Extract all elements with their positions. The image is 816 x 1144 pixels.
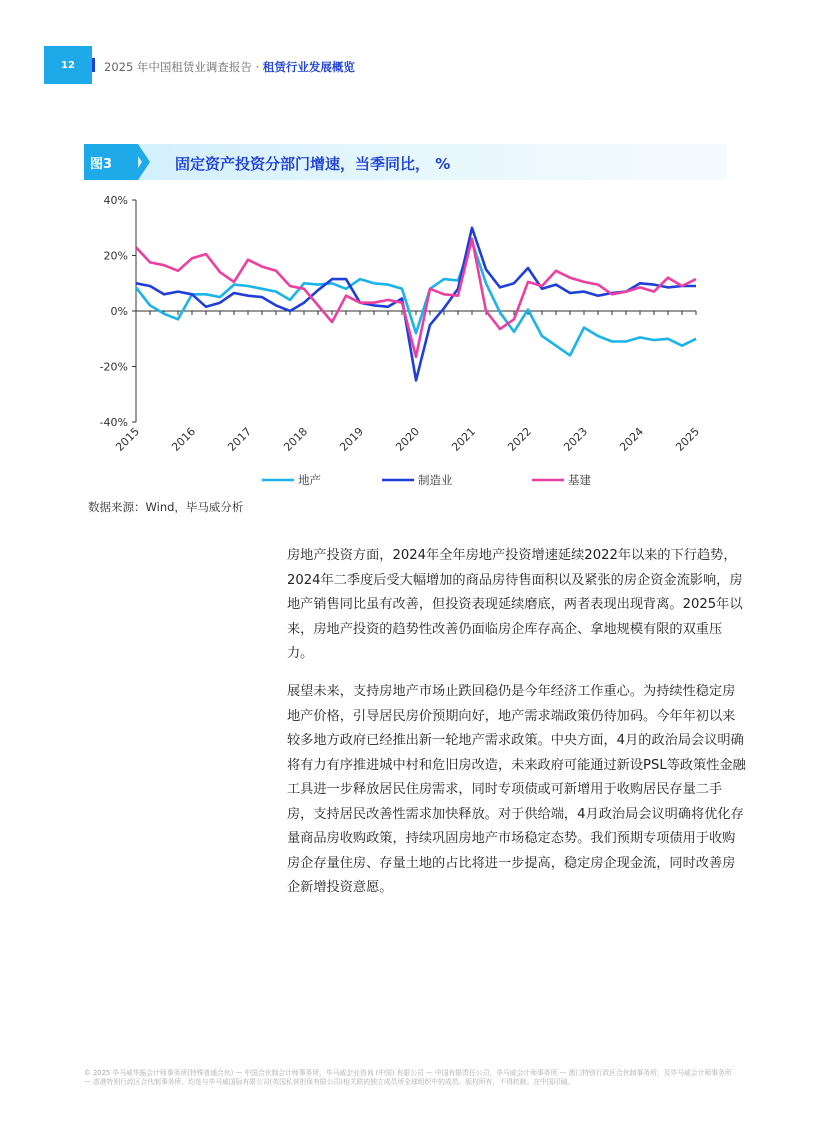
series-line-地产 bbox=[136, 242, 696, 356]
section-title: 租赁行业发展概览 bbox=[262, 60, 355, 74]
x-tick-label: 2016 bbox=[169, 424, 199, 454]
x-tick-label: 2019 bbox=[337, 424, 367, 454]
page-number: 12 bbox=[44, 46, 92, 84]
paragraph-text: 房地产投资方面，2024年全年房地产投资增速延续2022年以来的下行趋势，2024年二季度后受大幅增加的商品房待售面积以及紧张的房企资金流影响，房地产销售同比虽有改善，但投资表现延续磨底，两者表现出现背离。2025年以来，房地产投资的趋势性改善仍面临房企库存高企、拿地规模有限的双重压力。 bbox=[287, 548, 743, 661]
legend-label: 地产 bbox=[298, 473, 321, 487]
legend-label: 制造业 bbox=[418, 473, 453, 487]
figure-title: 固定资产投资分部门增速，当季同比， % bbox=[175, 155, 451, 173]
y-tick-label: 20% bbox=[103, 249, 128, 263]
y-tick-label: 0% bbox=[110, 305, 128, 318]
y-tick-label: -40% bbox=[99, 416, 128, 429]
figure-label: 图3 bbox=[84, 144, 138, 180]
report-title: 2025 年中国租赁业调查报告 · bbox=[104, 60, 263, 74]
figure-source: 数据来源：Wind，毕马威分析 bbox=[88, 500, 244, 514]
y-tick-label: 40% bbox=[103, 194, 128, 207]
body-paragraph-2 bbox=[287, 680, 747, 901]
x-tick-label: 2015 bbox=[113, 424, 143, 454]
x-tick-label: 2017 bbox=[225, 424, 255, 454]
x-tick-label: 2022 bbox=[505, 424, 535, 454]
body-paragraph-1 bbox=[287, 544, 747, 667]
running-header bbox=[104, 59, 355, 75]
header-accent-bar bbox=[92, 58, 95, 72]
x-tick-label: 2018 bbox=[281, 424, 311, 454]
paragraph-text: 展望未来，支持房地产市场止跌回稳仍是今年经济工作重心。为持续性稳定房地产价格，引导居民房价预期向好，地产需求端政策仍待加码。今年年初以来较多地方政府已经推出新一轮地产需求政策。中央方面，4月的政治局会议明确将有力有序推进城中村和危旧房改造，未来政府可能通过新设PSL等政策性金融工具进一步释放居民住房需求，同时专项债或可新增用于收购居民存量二手房，支持居民改善性需求加快释放。对于供给端，4月政治局会议明确将优化存量商品房收购政策，持续巩固房地产市场稳定态势。我们预期专项债用于收购房企存量住房、存量土地的占比将进一步提高，稳定房企现金流，同时改善房企新增投资意愿。 bbox=[287, 684, 746, 895]
x-tick-label: 2021 bbox=[449, 424, 479, 454]
legend-label: 基建 bbox=[568, 473, 591, 487]
x-tick-label: 2024 bbox=[617, 424, 647, 454]
y-tick-label: -20% bbox=[99, 360, 128, 374]
figure-chevron-icon bbox=[130, 144, 152, 180]
x-tick-label: 2025 bbox=[673, 424, 703, 454]
x-tick-label: 2023 bbox=[561, 424, 591, 454]
footer-disclaimer: © 2025 毕马威华振会计师事务所(特殊普通合伙) — 中国合伙制会计师事务所，毕马威企业咨询 (中国) 有限公司 — 中国有限责任公司，毕马威会计师事务所 — 澳门特别行政区合伙制事务所，及毕马威会计师事务所 — 香港特别行政区合伙制事务所，均是与毕马威国际有限公司(英国私营担保有限公司)相关联的独立成员所全球组织中的成员。版权所有，不得转载。在中国印刷。 bbox=[84, 1069, 732, 1086]
x-tick-label: 2020 bbox=[393, 424, 423, 454]
investment-growth-line-chart bbox=[84, 188, 724, 498]
